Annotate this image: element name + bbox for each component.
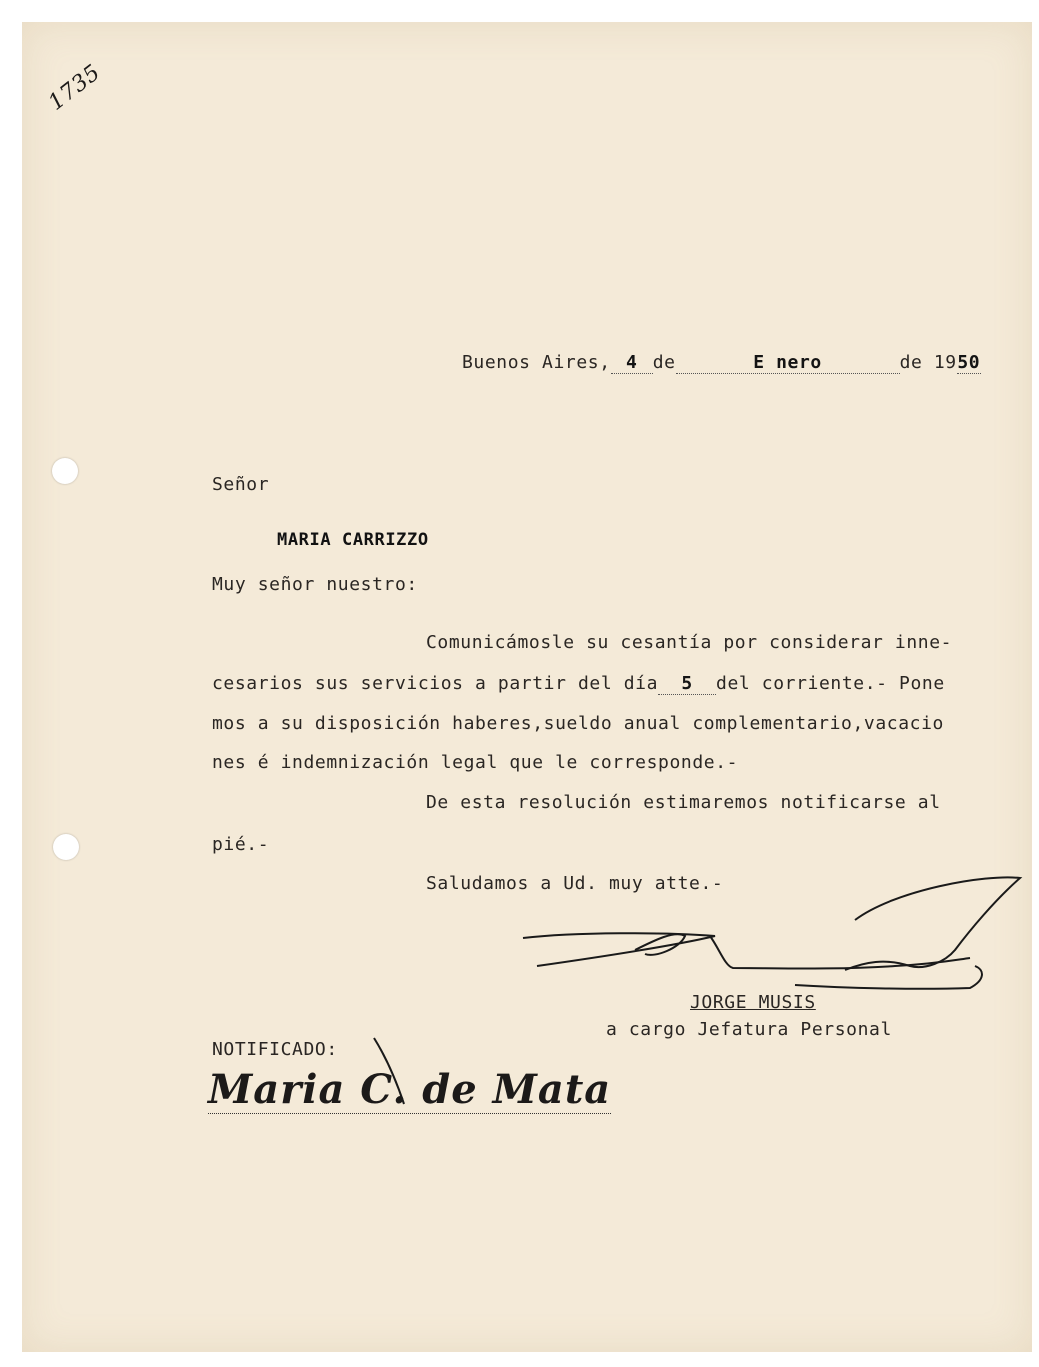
signatory-name: JORGE MUSIS bbox=[690, 992, 816, 1013]
body-line-6: pié.- bbox=[212, 834, 270, 855]
body-line-2-end: del corriente.- Pone bbox=[716, 673, 945, 694]
signatory-title: a cargo Jefatura Personal bbox=[606, 1019, 892, 1040]
body-start-day: 5 bbox=[681, 673, 693, 694]
greeting: Muy señor nuestro: bbox=[212, 574, 418, 595]
date-de-1: de bbox=[652, 352, 676, 373]
date-month: E nero bbox=[753, 352, 822, 373]
archive-number: 1735 bbox=[44, 60, 106, 116]
body-line-2-start: cesarios sus servicios a partir del día bbox=[212, 673, 659, 694]
punch-hole-top bbox=[52, 458, 78, 484]
body-line-5: De esta resolución estimaremos notificarse al bbox=[426, 792, 941, 813]
salutation: Señor bbox=[212, 474, 270, 495]
notified-label: NOTIFICADO: bbox=[212, 1039, 338, 1060]
date-day: 4 bbox=[625, 352, 638, 373]
date-year-suffix: 50 bbox=[957, 352, 981, 373]
notified-signature: Maria C. de Mata bbox=[208, 1066, 612, 1113]
date-line bbox=[462, 352, 981, 374]
signatory-signature bbox=[515, 870, 1035, 1010]
recipient-name: MARIA CARRIZZO bbox=[277, 530, 429, 550]
body-line-3: mos a su disposición haberes,sueldo anual complementario,vacacio bbox=[212, 713, 944, 734]
notified-signature-stroke bbox=[370, 1034, 430, 1114]
body-line-2 bbox=[212, 673, 945, 695]
closing: Saludamos a Ud. muy atte.- bbox=[426, 873, 724, 894]
date-de-2: de 19 bbox=[899, 352, 957, 373]
body-line-4: nes é indemnización legal que le corresponde.- bbox=[212, 752, 739, 773]
body-line-1: Comunicámosle su cesantía por considerar inne- bbox=[426, 632, 953, 653]
punch-hole-bottom bbox=[53, 834, 79, 860]
date-city: Buenos Aires, bbox=[462, 352, 611, 373]
